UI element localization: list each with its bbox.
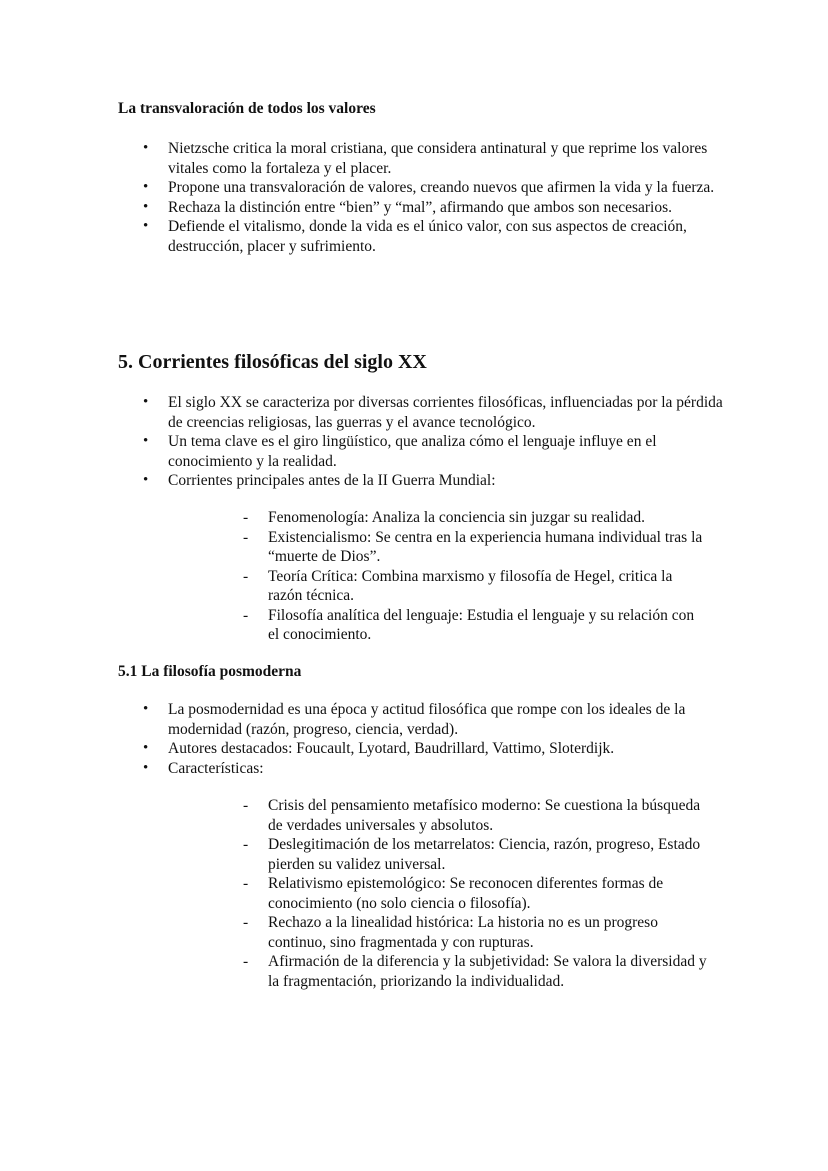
dash-list-posmoderna — [0, 796, 828, 991]
bullet-marker: • — [143, 472, 149, 488]
dash-marker: - — [243, 528, 249, 546]
bullet-marker: • — [143, 759, 149, 776]
section-title-corrientes: 5. Corrientes filosóficas del siglo XX — [118, 351, 427, 373]
list-item — [0, 874, 828, 913]
dash-marker: - — [243, 567, 249, 585]
dash-marker: - — [243, 797, 249, 814]
list-item — [0, 567, 828, 606]
list-item — [0, 178, 828, 198]
bullet-marker: • — [143, 218, 149, 234]
list-item-text: Nietzsche critica la moral cristiana, que considera antinatural y que reprime los valores vitales como la fortaleza y el placer. — [168, 140, 708, 177]
bullet-marker: • — [143, 740, 149, 756]
dash-marker: - — [243, 953, 249, 970]
list-item — [0, 508, 828, 528]
list-item — [0, 471, 828, 491]
bullet-list-transvaloracion — [0, 139, 828, 256]
bullet-marker: • — [143, 701, 149, 717]
list-item — [0, 759, 828, 779]
list-item-text: Crisis del pensamiento metafísico moderno: Se cuestiona la búsqueda de verdades universales y absolutos. — [268, 797, 701, 834]
list-item — [0, 528, 828, 567]
dash-list-corrientes — [0, 508, 828, 645]
list-item-text: Teoría Crítica: Combina marxismo y filosofía de Hegel, critica la razón técnica. — [268, 567, 673, 604]
list-item-text: Afirmación de la diferencia y la subjetividad: Se valora la diversidad y la fragmentación, priorizando la individualidad. — [268, 953, 707, 990]
list-item-text: Deslegitimación de los metarrelatos: Ciencia, razón, progreso, Estado pierden su validez universal. — [268, 836, 701, 873]
bullet-marker: • — [143, 198, 149, 215]
list-item — [0, 835, 828, 874]
list-item — [0, 217, 828, 256]
list-item — [0, 139, 828, 178]
list-item-text: Corrientes principales antes de la II Guerra Mundial: — [168, 472, 496, 489]
list-item-text: El siglo XX se caracteriza por diversas corrientes filosóficas, influenciadas por la pérdida de creencias religiosas, las guerras y el avance tecnológico. — [168, 394, 723, 431]
dash-marker: - — [243, 875, 249, 892]
list-item-text: Rechaza la distinción entre “bien” y “mal”, afirmando que ambos son necesarios. — [168, 198, 672, 216]
bullet-marker: • — [143, 394, 149, 410]
list-item-text: Rechazo a la linealidad histórica: La historia no es un progreso continuo, sino fragmentada y con rupturas. — [268, 914, 658, 951]
list-item — [0, 739, 828, 759]
list-item-text: Relativismo epistemológico: Se reconocen diferentes formas de conocimiento (no solo ciencia o filosofía). — [268, 875, 664, 912]
section-title-posmoderna: 5.1 La filosofía posmoderna — [118, 663, 302, 680]
list-item-text: Propone una transvaloración de valores, creando nuevos que afirmen la vida y la fuerza. — [168, 179, 715, 196]
dash-marker: - — [243, 836, 249, 853]
dash-marker: - — [243, 509, 249, 526]
list-item — [0, 952, 828, 991]
list-item — [0, 700, 828, 739]
list-item — [0, 432, 828, 471]
list-item-text: Defiende el vitalismo, donde la vida es el único valor, con sus aspectos de creación, destrucción, placer y sufrimiento. — [168, 218, 687, 255]
list-item-text: Características: — [168, 759, 264, 777]
bullet-marker: • — [143, 179, 149, 195]
list-item — [0, 198, 828, 218]
list-item — [0, 393, 828, 432]
list-item-text: Filosofía analítica del lenguaje: Estudia el lenguaje y su relación con el conocimiento. — [268, 606, 695, 643]
bullet-marker: • — [143, 140, 149, 156]
list-item-text: Un tema clave es el giro lingüístico, que analiza cómo el lenguaje influye en el conocimiento y la realidad. — [168, 433, 657, 470]
list-item — [0, 913, 828, 952]
bullet-list-corrientes — [0, 393, 828, 491]
bullet-marker: • — [143, 433, 149, 449]
bullet-list-posmoderna — [0, 700, 828, 778]
dash-marker: - — [243, 606, 249, 624]
list-item-text: Fenomenología: Analiza la conciencia sin juzgar su realidad. — [268, 509, 646, 526]
list-item-text: Existencialismo: Se centra en la experiencia humana individual tras la “muerte de Dios”. — [268, 528, 703, 565]
section-title-transvaloracion: La transvaloración de todos los valores — [118, 100, 376, 117]
dash-marker: - — [243, 914, 249, 931]
list-item — [0, 606, 828, 645]
list-item-text: La posmodernidad es una época y actitud filosófica que rompe con los ideales de la modernidad (razón, progreso, ciencia, verdad). — [168, 701, 686, 738]
list-item — [0, 796, 828, 835]
list-item-text: Autores destacados: Foucault, Lyotard, Baudrillard, Vattimo, Sloterdijk. — [168, 740, 615, 757]
